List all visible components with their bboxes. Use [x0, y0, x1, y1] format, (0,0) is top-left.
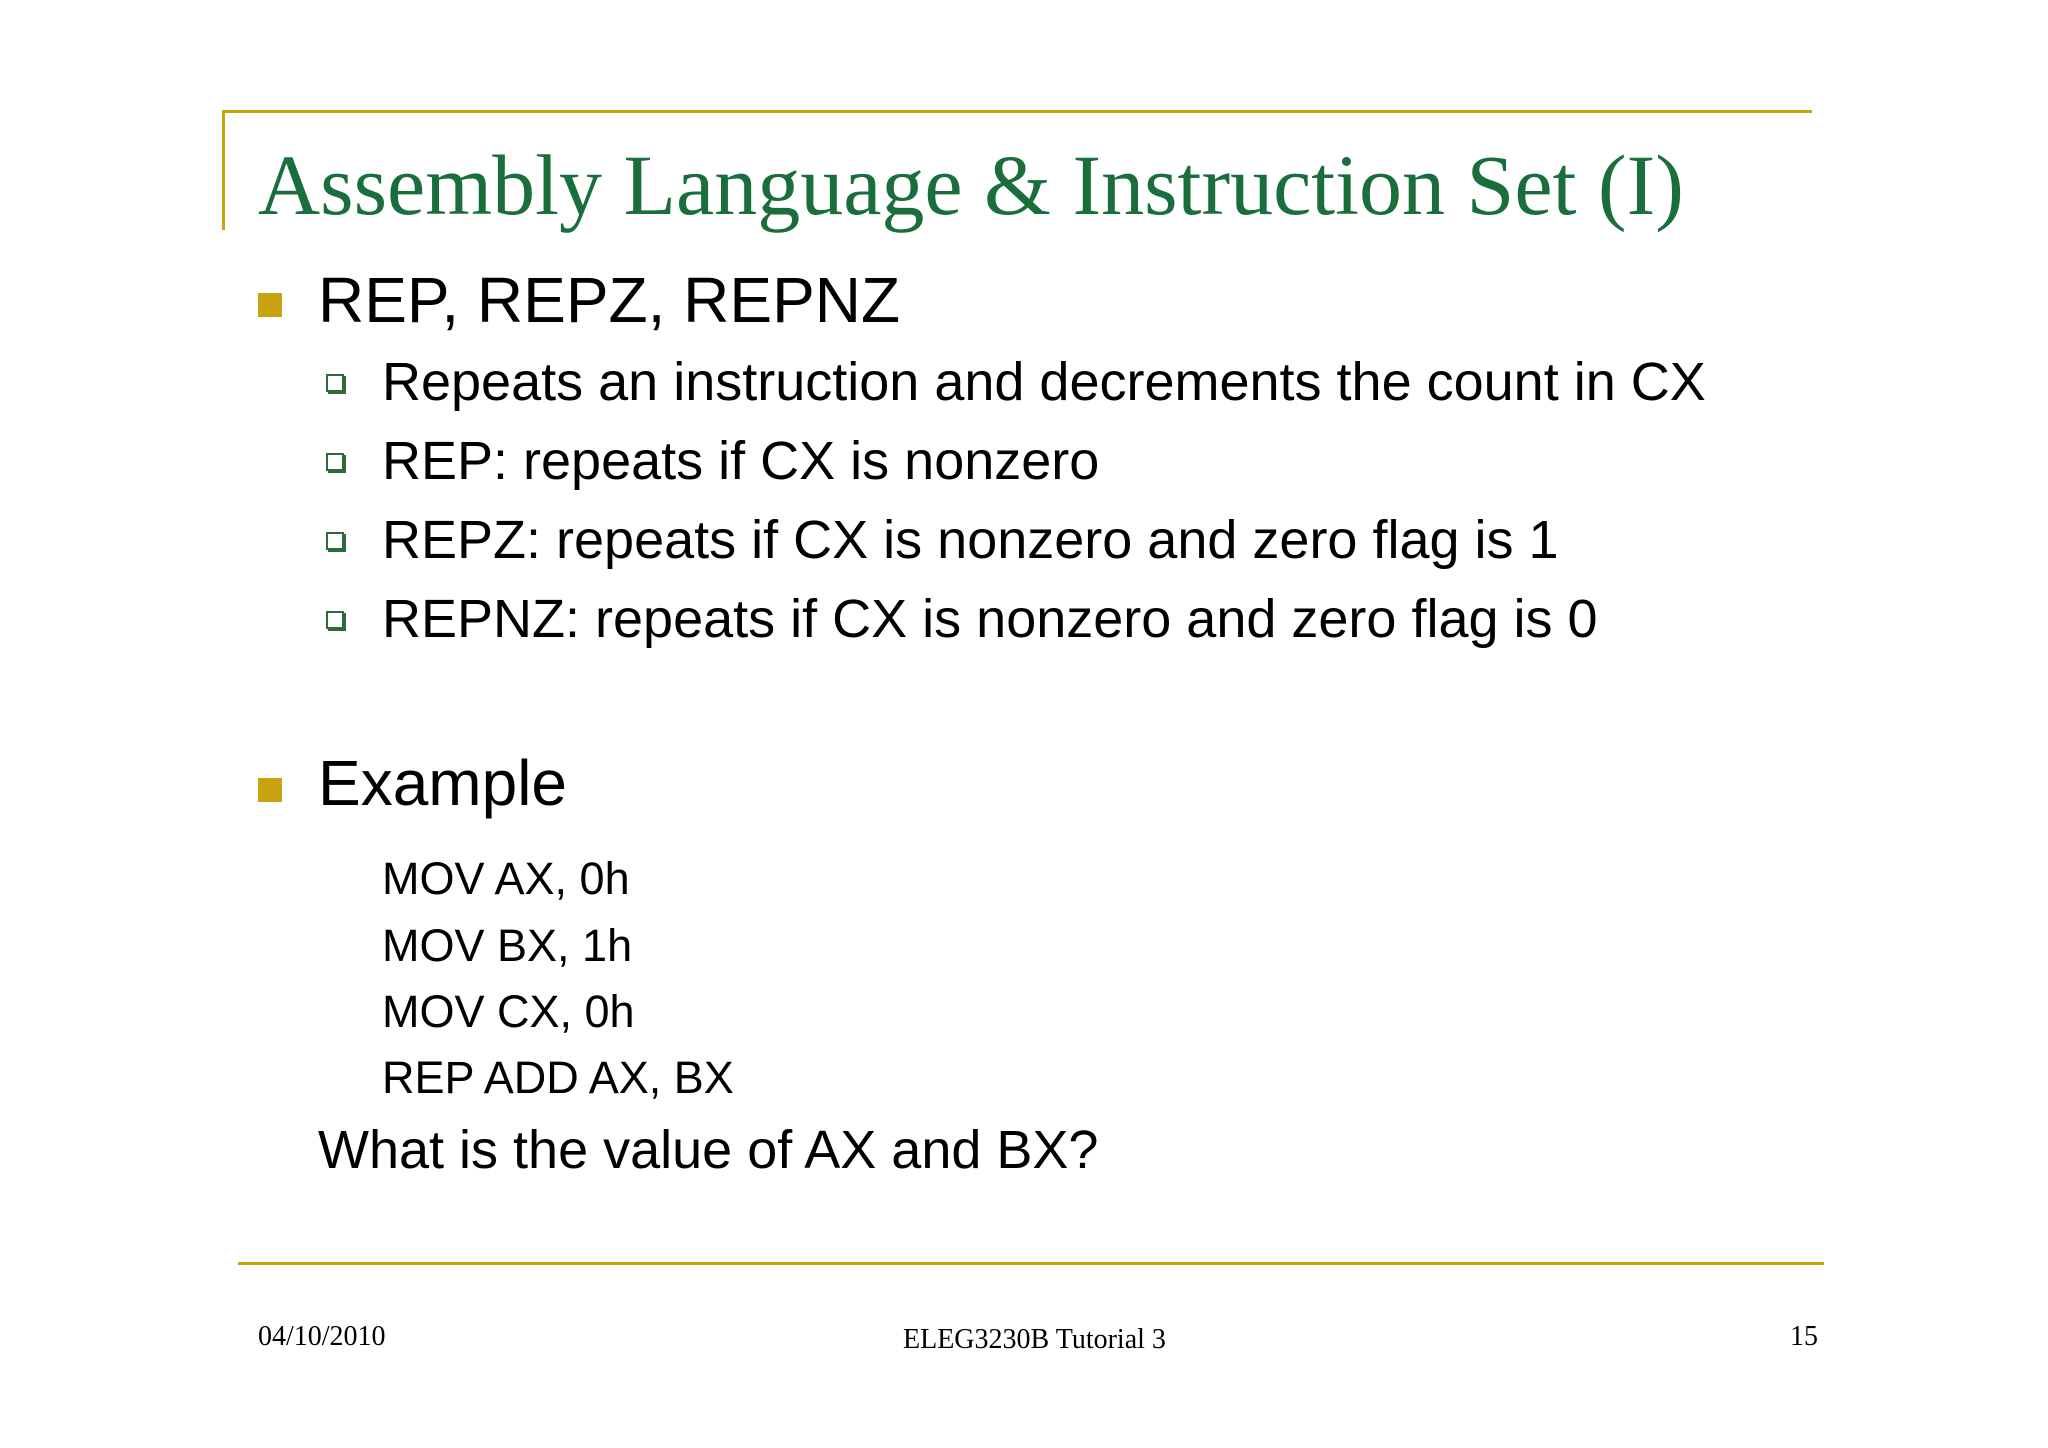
code-line: MOV CX, 0h [382, 986, 635, 1037]
square-bullet-icon [258, 778, 282, 802]
hollow-square-bullet-icon [326, 453, 344, 471]
code-line: REP ADD AX, BX [382, 1052, 734, 1103]
slide-title: Assembly Language & Instruction Set (I) [258, 137, 1684, 233]
hollow-square-bullet-icon [326, 611, 344, 629]
page-number: 15 [1790, 1321, 1818, 1352]
hollow-square-bullet-icon [326, 374, 344, 392]
bullet-heading-rep: REP, REPZ, REPNZ [318, 264, 901, 336]
sub-bullet-text: REPZ: repeats if CX is nonzero and zero flag is 1 [382, 510, 1559, 570]
hollow-square-bullet-icon [326, 532, 344, 550]
square-bullet-icon [258, 293, 282, 317]
example-question: What is the value of AX and BX? [318, 1120, 1099, 1180]
title-rule-left [222, 110, 225, 230]
footer-rule [238, 1262, 1824, 1265]
code-line: MOV AX, 0h [382, 853, 630, 904]
code-line: MOV BX, 1h [382, 920, 633, 971]
sub-bullet-text: REPNZ: repeats if CX is nonzero and zero flag is 0 [382, 589, 1598, 649]
bullet-heading-example: Example [318, 747, 567, 819]
sub-bullet-text: Repeats an instruction and decrements the count in CX [382, 352, 1706, 412]
footer-date: 04/10/2010 [258, 1321, 386, 1352]
title-rule-top [222, 110, 1812, 113]
sub-bullet-text: REP: repeats if CX is nonzero [382, 431, 1100, 491]
footer-course: ELEG3230B Tutorial 3 [903, 1324, 1166, 1355]
